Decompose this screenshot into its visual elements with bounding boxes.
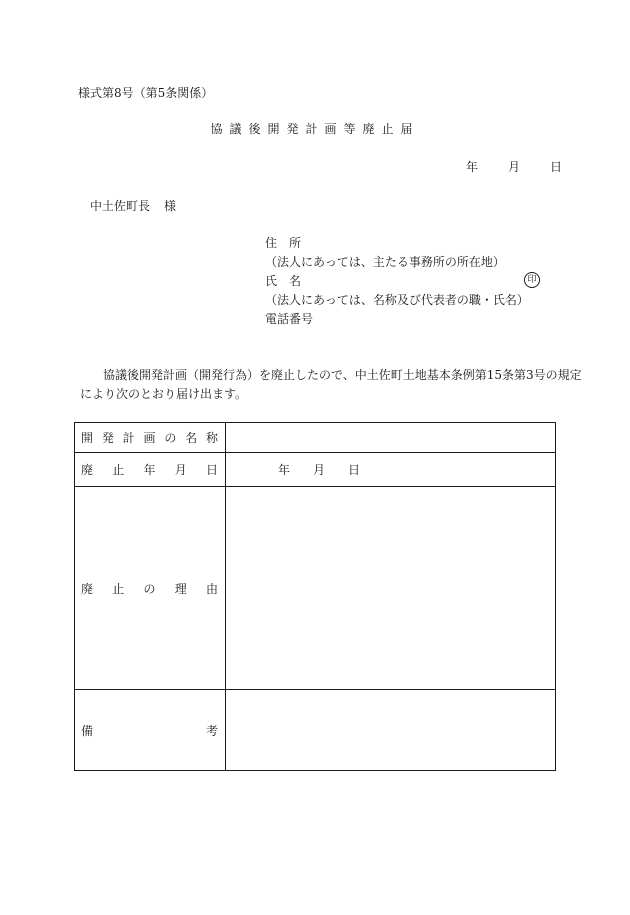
abolition-reason-field[interactable] bbox=[226, 487, 556, 690]
addressee bbox=[90, 199, 176, 213]
label-char: 廃 bbox=[81, 463, 94, 477]
body-paragraph-line: により次のとおり届け出ます。 bbox=[80, 387, 248, 401]
form-number: 様式第8号（第5条関係） bbox=[78, 86, 214, 100]
label-char: 計 bbox=[122, 431, 135, 445]
table-row-abolition-date bbox=[75, 453, 556, 487]
label-char: 日 bbox=[205, 463, 218, 477]
table-row-plan-name bbox=[75, 423, 556, 453]
abolition-date-value bbox=[226, 461, 555, 478]
label-char: 発 bbox=[101, 431, 114, 445]
applicant-phone-label: 電話番号 bbox=[265, 312, 314, 326]
abolition-date-label-cell bbox=[75, 453, 226, 487]
document-title-text: 協議後開発計画等廃止届 bbox=[210, 122, 420, 136]
table-row-remarks bbox=[75, 690, 556, 771]
remarks-field[interactable] bbox=[226, 690, 556, 771]
label-char: 止 bbox=[112, 581, 125, 596]
label-char: 開 bbox=[81, 431, 94, 445]
table-row-abolition-reason bbox=[75, 487, 556, 690]
label-char: 備 bbox=[81, 723, 94, 738]
label-char: 由 bbox=[205, 581, 218, 596]
date-month-label: 月 bbox=[508, 160, 521, 174]
plan-name-field[interactable] bbox=[226, 423, 556, 453]
label-char: 理 bbox=[174, 581, 187, 596]
abolition-reason-label-cell bbox=[75, 487, 226, 690]
label-char: 画 bbox=[143, 431, 156, 445]
label-char: 止 bbox=[112, 463, 125, 477]
abolition-date-label bbox=[75, 461, 225, 478]
applicant-name-note: （法人にあっては、名称及び代表者の職・氏名） bbox=[265, 293, 529, 307]
abolition-date-month: 月 bbox=[313, 463, 326, 477]
submission-date bbox=[466, 160, 562, 174]
seal-mark-text: 印 bbox=[527, 275, 537, 285]
label-char: 月 bbox=[174, 463, 187, 477]
seal-mark bbox=[524, 272, 540, 288]
label-char: 称 bbox=[205, 431, 218, 445]
addressee-honorific: 様 bbox=[164, 199, 177, 213]
plan-name-label-cell bbox=[75, 423, 226, 453]
plan-name-label bbox=[75, 429, 225, 446]
remarks-label-cell bbox=[75, 690, 226, 771]
abolition-date-day: 日 bbox=[348, 463, 361, 477]
label-char: 考 bbox=[205, 723, 218, 738]
label-char: 年 bbox=[143, 463, 156, 477]
remarks-label bbox=[75, 722, 225, 739]
date-year-label: 年 bbox=[466, 160, 479, 174]
abolition-date-field[interactable] bbox=[226, 453, 556, 487]
abolition-reason-label bbox=[75, 580, 225, 597]
body-paragraph-line: 協議後開発計画（開発行為）を廃止したので、中土佐町土地基本条例第15条第3号の規定 bbox=[103, 368, 582, 382]
applicant-address-note: （法人にあっては、主たる事務所の所在地） bbox=[265, 255, 505, 269]
label-char: 名 bbox=[185, 431, 198, 445]
abolition-date-year: 年 bbox=[278, 463, 291, 477]
applicant-name-label: 氏 名 bbox=[265, 274, 302, 288]
date-day-label: 日 bbox=[550, 160, 563, 174]
label-char: の bbox=[164, 431, 177, 445]
label-char: 廃 bbox=[81, 581, 94, 596]
document-title bbox=[0, 122, 630, 136]
addressee-name: 中土佐町長 bbox=[90, 199, 151, 213]
notification-table bbox=[74, 422, 556, 771]
applicant-address-label: 住 所 bbox=[265, 236, 302, 250]
label-char: の bbox=[143, 581, 156, 596]
